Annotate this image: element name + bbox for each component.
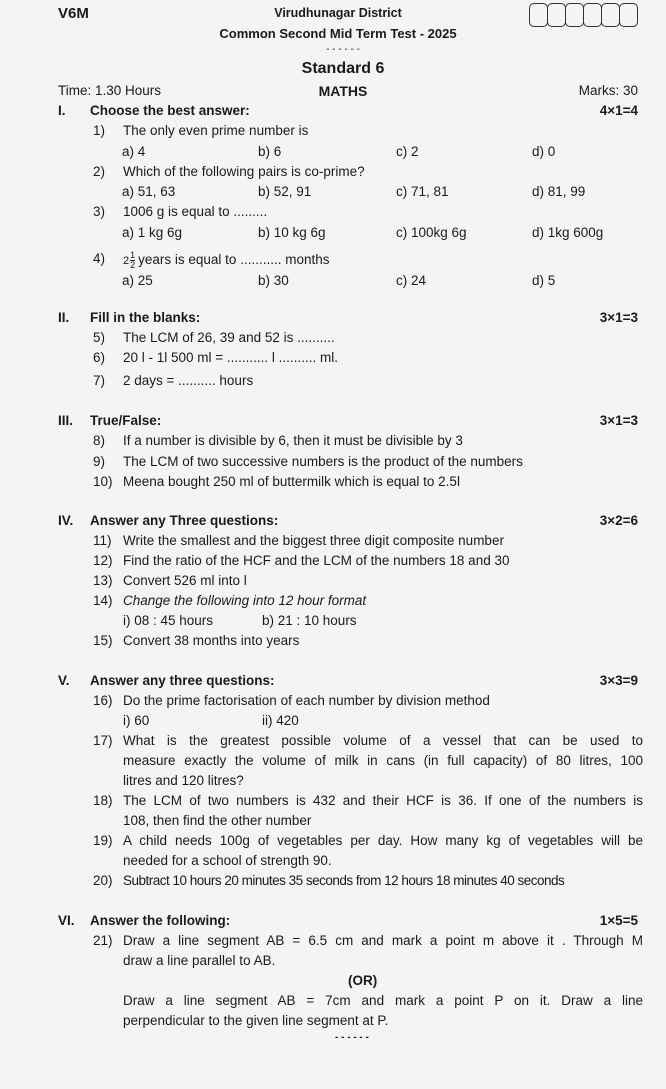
section-title: Fill in the blanks: (90, 310, 201, 325)
question-line: measure exactly the volume of milk in cans (in full capacity) of 80 litres, 100 (123, 753, 643, 768)
option: b) 52, 91 (258, 184, 312, 199)
or-label: (OR) (348, 973, 378, 988)
option: a) 1 kg 6g (122, 225, 183, 240)
question-line: Draw a line segment AB = 7cm and mark a point P on it. Draw a line (123, 993, 643, 1008)
option: i) 60 (123, 713, 150, 728)
question-number: 20) (93, 873, 113, 888)
question-text: Write the smallest and the biggest three digit composite number (123, 533, 504, 548)
question-number: 21) (93, 933, 113, 948)
section-number: III. (58, 413, 74, 428)
section-number: V. (58, 673, 70, 688)
question-line: perpendicular to the given line segment at P. (123, 1013, 389, 1028)
question-number: 16) (93, 693, 113, 708)
question-text: The LCM of two successive numbers is the product of the numbers (123, 454, 523, 469)
option: d) 81, 99 (532, 184, 586, 199)
question-number: 18) (93, 793, 113, 808)
subject: MATHS (318, 83, 368, 99)
question-line: needed for a school of strength 90. (123, 853, 332, 868)
end-marker: - - - - - - (335, 1032, 369, 1043)
section-marks: 3×3=9 (599, 673, 638, 688)
option: c) 2 (396, 144, 419, 159)
question-text: If a number is divisible by 6, then it must be divisible by 3 (123, 433, 463, 448)
time: Time: 1.30 Hours (58, 83, 162, 98)
question-text: Convert 38 months into years (123, 633, 300, 648)
question-number: 2) (93, 164, 106, 179)
section-marks: 3×2=6 (599, 513, 638, 528)
question-number: 15) (93, 633, 113, 648)
option: b) 10 kg 6g (258, 225, 326, 240)
section-title: Answer any Three questions: (90, 513, 279, 528)
question-number: 1) (93, 123, 106, 138)
question-text: 20 l - 1l 500 ml = ........... l .......... ml. (123, 350, 338, 365)
question-line: 108, then find the other number (123, 813, 312, 828)
question-line: draw a line parallel to AB. (123, 953, 276, 968)
question-line: The LCM of two numbers is 432 and their HCF is 36. If one of the numbers is (123, 793, 643, 808)
option: c) 24 (396, 273, 427, 288)
question-number: 5) (93, 330, 106, 345)
question-number: 10) (93, 474, 113, 489)
question-text: Meena bought 250 ml of buttermilk which is equal to 2.5l (123, 474, 460, 489)
fraction (130, 251, 135, 270)
question-text: Find the ratio of the HCF and the LCM of the numbers 18 and 30 (123, 553, 510, 568)
option: a) 4 (122, 144, 146, 159)
option: a) 25 (122, 273, 153, 288)
section-number: VI. (58, 913, 75, 928)
option: c) 100kg 6g (396, 225, 467, 240)
total-marks: Marks: 30 (578, 83, 638, 98)
section-title: Answer any three questions: (90, 673, 275, 688)
question-text-rest: years is equal to ........... months (138, 252, 330, 268)
option: d) 5 (532, 273, 556, 288)
question-text: The LCM of 26, 39 and 52 is .......... (123, 330, 335, 345)
section-number: I. (58, 103, 66, 118)
paper-code: V6M (58, 5, 89, 22)
question-number: 14) (93, 593, 113, 608)
question-number: 13) (93, 573, 113, 588)
question-number: 4) (93, 251, 106, 266)
fraction-whole: 2 (123, 255, 130, 268)
question-text: Subtract 10 hours 20 minutes 35 seconds from 12 hours 18 minutes 40 seconds (123, 873, 565, 888)
option: b) 30 (258, 273, 289, 288)
question-text: 2 days = .......... hours (123, 373, 254, 388)
question-line: litres and 120 litres? (123, 773, 244, 788)
question-number: 6) (93, 350, 106, 365)
section-marks: 4×1=4 (599, 103, 638, 118)
question-text: The only even prime number is (123, 123, 309, 138)
question-number: 7) (93, 373, 106, 388)
question-number: 12) (93, 553, 113, 568)
section-number: IV. (58, 513, 74, 528)
option: b) 21 : 10 hours (262, 613, 357, 628)
district: Virudhunagar District (274, 6, 402, 20)
register-number-boxes (529, 3, 637, 27)
section-title: True/False: (90, 413, 162, 428)
question-number: 8) (93, 433, 106, 448)
question-line: Draw a line segment AB = 6.5 cm and mark a point m above it . Through M (123, 933, 643, 948)
option: d) 0 (532, 144, 556, 159)
question-text (123, 251, 329, 270)
fraction-denominator: 2 (130, 260, 136, 270)
question-number: 3) (93, 204, 106, 219)
section-number: II. (58, 310, 70, 325)
section-title: Choose the best answer: (90, 103, 250, 118)
question-text: Do the prime factorisation of each number by division method (123, 693, 490, 708)
option: c) 71, 81 (396, 184, 449, 199)
question-line: What is the greatest possible volume of a vessel that can be used to (123, 733, 643, 748)
fraction-numerator: 1 (130, 250, 136, 260)
option: i) 08 : 45 hours (123, 613, 214, 628)
question-text: 1006 g is equal to ......... (123, 204, 268, 219)
question-number: 9) (93, 454, 106, 469)
section-marks: 3×1=3 (599, 310, 638, 325)
section-title: Answer the following: (90, 913, 231, 928)
section-marks: 1×5=5 (599, 913, 638, 928)
option: d) 1kg 600g (532, 225, 604, 240)
question-text: Convert 526 ml into l (123, 573, 247, 588)
section-marks: 3×1=3 (599, 413, 638, 428)
question-text: Which of the following pairs is co-prime? (123, 164, 365, 179)
separator: - - - - - - (326, 44, 360, 55)
question-number: 17) (93, 733, 113, 748)
question-line: A child needs 100g of vegetables per day. How many kg of vegetables will be (123, 833, 643, 848)
question-number: 11) (93, 533, 112, 548)
option: a) 51, 63 (122, 184, 176, 199)
exam-title: Common Second Mid Term Test - 2025 (219, 26, 457, 41)
option: b) 6 (258, 144, 282, 159)
question-number: 19) (93, 833, 113, 848)
question-text: Change the following into 12 hour format (123, 593, 367, 608)
option: ii) 420 (262, 713, 299, 728)
standard: Standard 6 (301, 60, 385, 77)
